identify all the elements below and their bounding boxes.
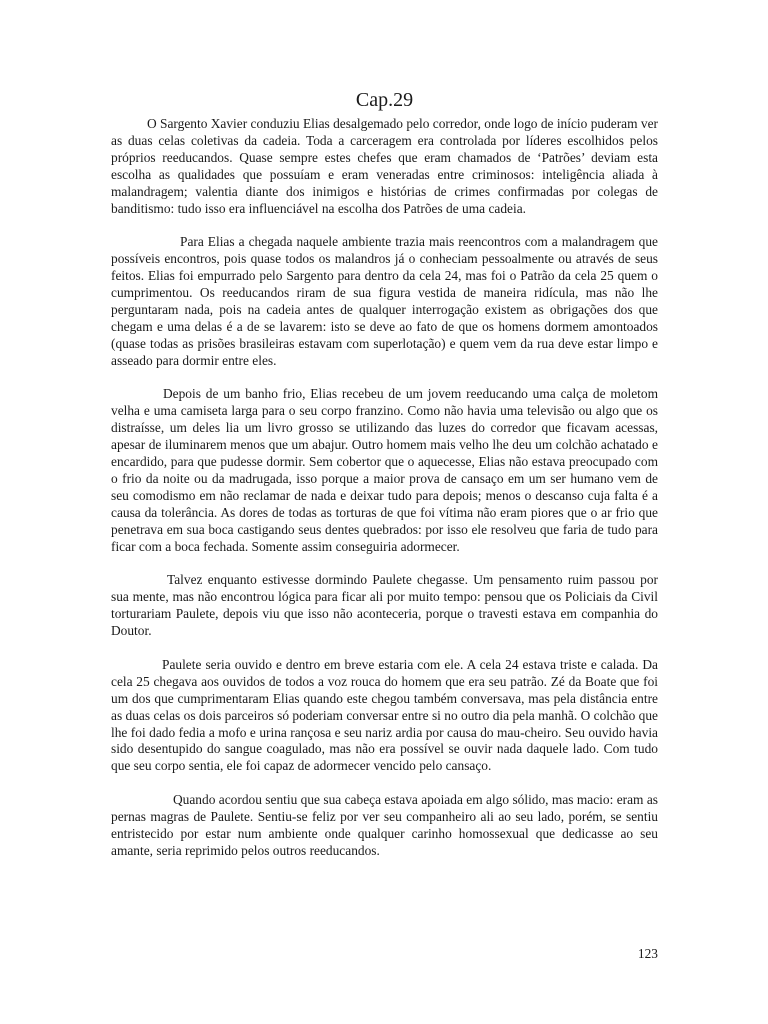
page-number: 123 [637, 946, 658, 961]
paragraph-4: Talvez enquanto estivesse dormindo Paulete chegasse. Um pensamento ruim passou por sua mente, mas não encontrou lógica para ficar ali por muito tempo: pensou que os Policiais da Civil torturariam Paulete, depois viu que isso não aconteceria, porque o travesti estava em companhia do Doutor. [111, 572, 658, 639]
paragraph-5: Paulete seria ouvido e dentro em breve estaria com ele. A cela 24 estava triste e calada. Da cela 25 chegava aos ouvidos de todos a voz rouca do homem que era seu patrão. Zé da Boate que foi um dos que cumprimentaram Elias quando este chegou também conversava, mas pela distância entre as duas celas os dois parceiros só poderiam conversar entre si no outro dia pela manhã. O colchão que lhe foi dado fedia a mofo e urina rançosa e seu nariz ardia por causa do mau-cheiro. Seu ouvido havia sido desentupido do sangue coagulado, mas não era possível se ouvir nada daquele lado. Com tudo que seu corpo sentia, ele foi capaz de adormecer vencido pelo cansaço. [111, 656, 658, 774]
chapter-title: Cap.29 [355, 89, 414, 111]
paragraph-6: Quando acordou sentiu que sua cabeça estava apoiada em algo sólido, mas macio: eram as pernas magras de Paulete. Sentiu-se feliz por ver seu companheiro ali ao seu lado, porém, se sentiu entristecido por estar num ambiente onde qualquer carinho homossexual que dedicasse ao seu amante, seria reprimido pelos outros reeducandos. [111, 792, 658, 858]
paragraph-3: Depois de um banho frio, Elias recebeu de um jovem reeducando uma calça de moletom velha e uma camiseta larga para o seu corpo franzino. Como não havia uma televisão ou algo que os distraísse, um deles lia um livro grosso se utilizando das luzes do corredor que ficavam acessas, apesar de iluminarem menos que um abajur. Outro homem mais velho lhe deu um colchão achatado e encardido, para que pudesse dormir. Sem cobertor que o aquecesse, Elias não estava preocupado com o frio da noite ou da madrugada, isso porque a maior prova de cansaço em um ser humano vem de seu comodismo em não reclamar de nada e deixar tudo para depois; menos o descanso cuja falta é a causa da tolerância. As dores de todas as torturas de que foi vítima não eram piores que o ar frio que penetrava em sua boca castigando seus dentes quebrados: por isso ele resolveu que faria de tudo para ficar com a boca fechada. Somente assim conseguiria adormecer. [111, 386, 658, 554]
paragraph-2: Para Elias a chegada naquele ambiente trazia mais reencontros com a malandragem que possíveis encontros, pois quase todos os malandros já o conheciam pessoalmente ou através de seus feitos. Elias foi empurrado pelo Sargento para dentro da cela 24, mas foi o Patrão da cela 25 quem o cumprimentou. Os reeducandos riram de sua figura vestida de maneira ridícula, mas não lhe perguntaram nada, pois na cadeia antes de qualquer interrogação existem as obrigações dos que chegam e uma delas é a de se lavarem: isto se deve ao fato de que os homens dormem amontoados (quase todas as prisões brasileiras estavam com superlotação) e quem vem da rua deve estar limpo e asseado para dormir entre eles. [111, 234, 658, 368]
paragraph-1: O Sargento Xavier conduziu Elias desalgemado pelo corredor, onde logo de início puderam ver as duas celas coletivas da cadeia. Toda a carceragem era controlada por líderes escolhidos pelos próprios reeducandos. Quase sempre estes chefes que eram chamados de ‘Patrões’ deviam esta escolha as qualidades que possuíam e eram veneradas entre criminosos: inteligência aliada à malandragem; valentia diante dos inimigos e histórias de crimes confirmadas por colegas de banditismo: tudo isso era influenciável na escolha dos Patrões de uma cadeia. [111, 116, 658, 216]
